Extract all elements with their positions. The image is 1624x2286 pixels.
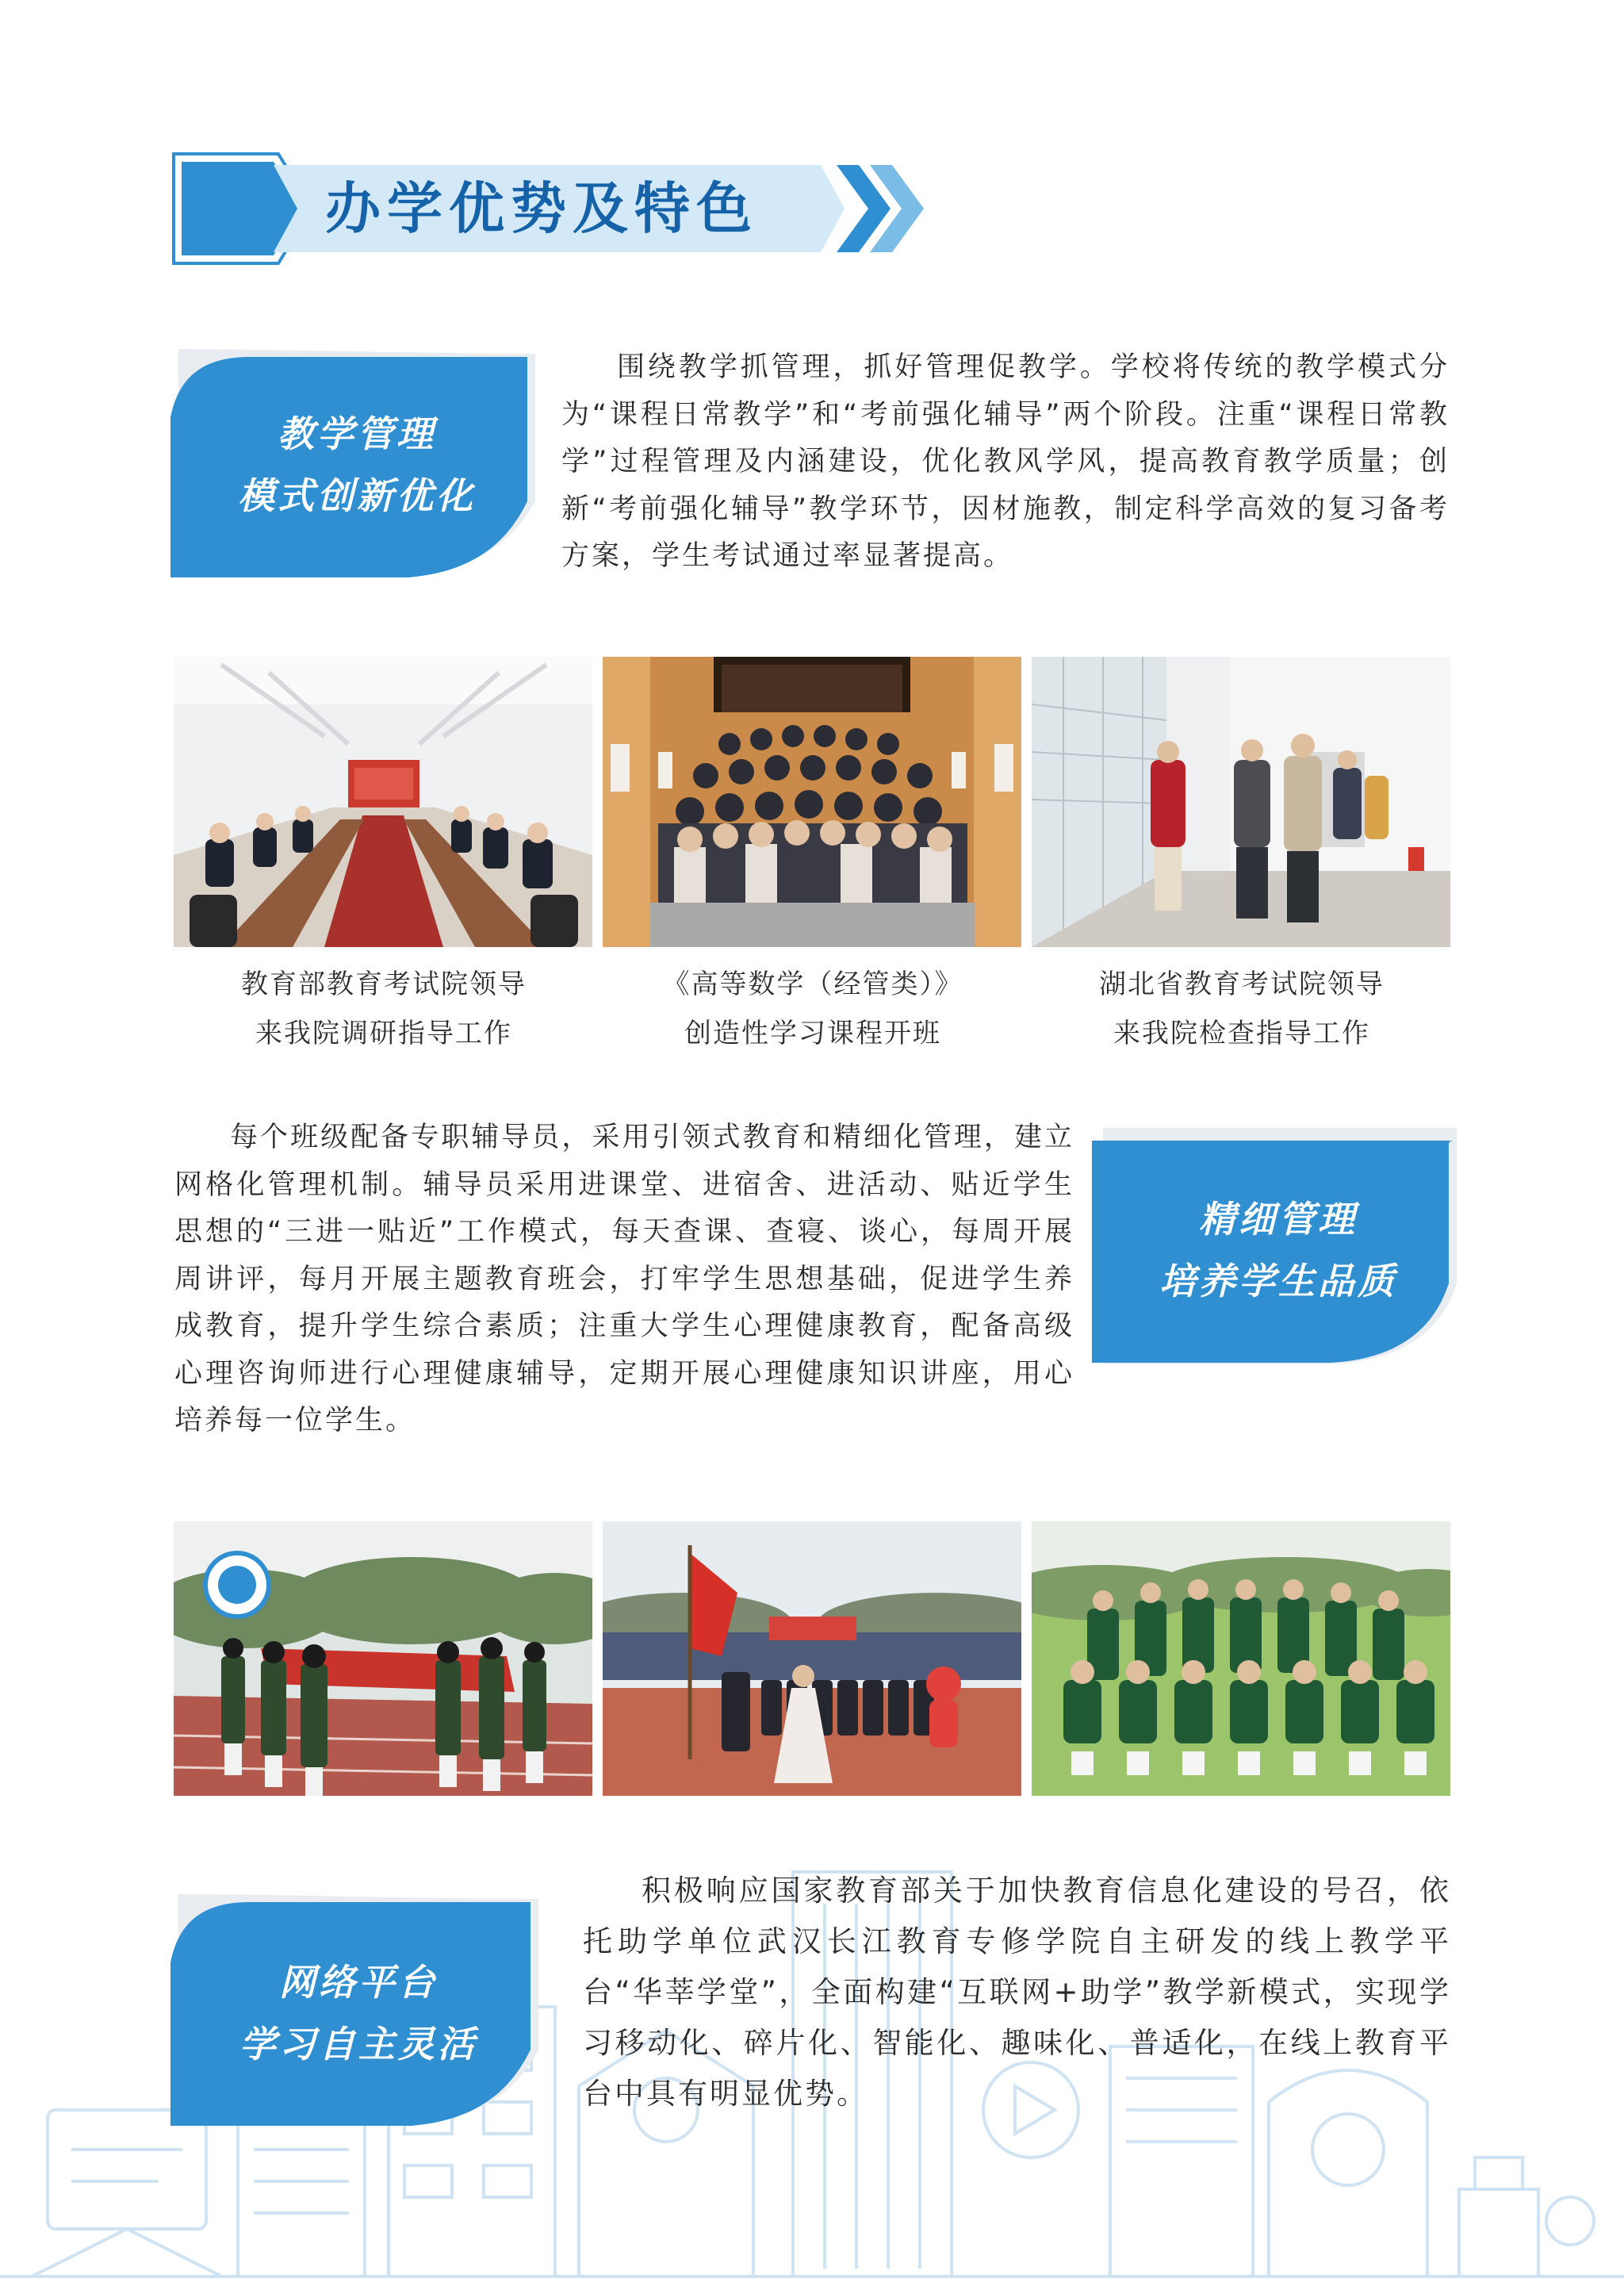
photo-corridor-inspection xyxy=(1032,657,1450,947)
section-3-paragraph: 积极响应国家教育部关于加快教育信息化建设的号召，依托助学单位武汉长江教育专修学院自主研发的线上教学平台“华莘学堂”，全面构建“互联网+助学”教学新模式，实现学习移动化、碎片化、智能化、趣味化、普适化，在线上教育平台中具有明显优势。 xyxy=(583,1874,1451,2111)
section-tag-network xyxy=(170,1891,546,2129)
photo-caption-3 xyxy=(1028,960,1456,1058)
photo-caption-2 xyxy=(599,960,1027,1058)
photo-class-group xyxy=(603,657,1021,947)
tag-line-2: 学习自主灵活 xyxy=(239,2023,477,2065)
caption-line: 《高等数学（经管类）》 xyxy=(662,968,963,1000)
title-banner xyxy=(170,151,948,267)
tag-line-1: 网络平台 xyxy=(279,1961,438,2004)
photo-meeting-room xyxy=(174,657,592,947)
caption-line: 湖北省教育考试院领导 xyxy=(1099,968,1385,1000)
photo-football-team xyxy=(1032,1521,1450,1796)
caption-line: 来我院调研指导工作 xyxy=(255,1018,512,1049)
section-1-paragraph: 围绕教学抓管理，抓好管理促教学。学校将传统的教学模式分为“课程日常教学”和“考前强化辅导”两个阶段。注重“课程日常教学”过程管理及内涵建设，优化教风学风，提高教育教学质量；创新“考前强化辅导”教学环节，因材施教，制定科学高效的复习备考方案，学生考试通过率显著提高。 xyxy=(561,351,1450,572)
tag-line-1: 教学管理 xyxy=(278,412,436,455)
caption-line: 教育部教育考试院领导 xyxy=(241,968,527,1000)
photo-sports-meet xyxy=(603,1521,1021,1796)
tag-line-2: 模式创新优化 xyxy=(238,474,476,517)
photo-caption-1 xyxy=(170,960,598,1058)
tag-line-2: 培养学生品质 xyxy=(1159,1260,1397,1302)
page-title: 办学优势及特色 xyxy=(325,176,758,241)
section-2-paragraph: 每个班级配备专职辅导员，采用引领式教育和精细化管理，建立网格化管理机制。辅导员采用进课堂、进宿舍、进活动、贴近学生思想的“三进一贴近”工作模式，每天查课、查寝、谈心，每周开展周讲评，每月开展主题教育班会，打牢学生思想基础，促进学生养成教育，提升学生综合素质；注重大学生心理健康教育，配备高级心理咨询师进行心理健康辅导，定期开展心理健康知识讲座，用心培养每一位学生。 xyxy=(174,1122,1074,1436)
caption-line: 来我院检查指导工作 xyxy=(1113,1018,1370,1049)
photo-flag-parade xyxy=(174,1521,592,1796)
tag-line-1: 精细管理 xyxy=(1199,1198,1358,1241)
section-tag-teaching xyxy=(170,346,543,581)
section-tag-management xyxy=(1092,1125,1465,1367)
caption-line: 创造性学习课程开班 xyxy=(684,1018,941,1049)
